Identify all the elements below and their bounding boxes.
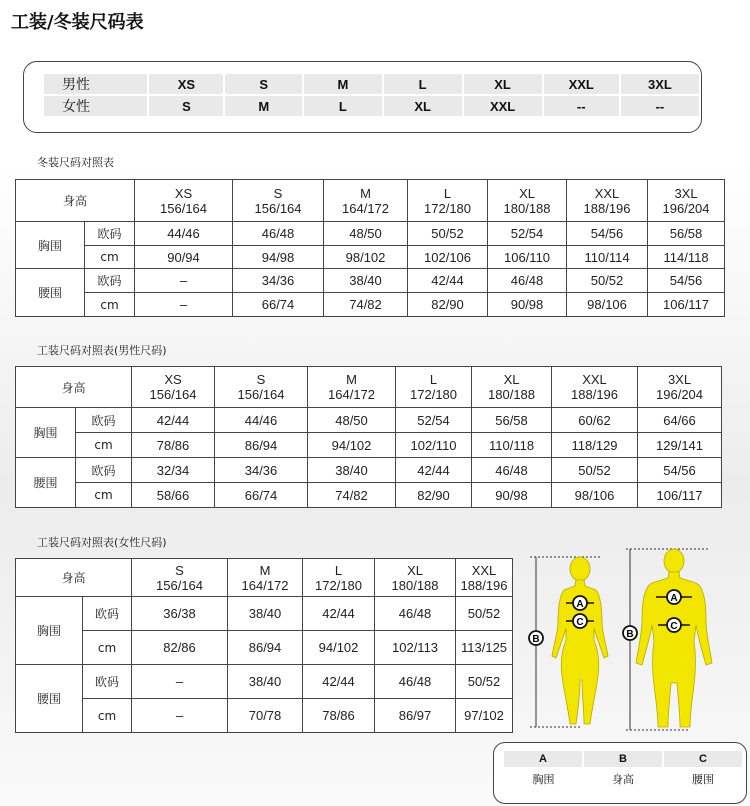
legend-key: A	[504, 751, 583, 767]
size-header: XXL 188/196	[456, 559, 513, 597]
cell: 90/98	[488, 293, 567, 317]
euro-label: 欧码	[85, 222, 135, 246]
size-header: L 172/180	[303, 559, 375, 597]
cell: 50/52	[456, 665, 513, 699]
cm-label: cm	[83, 699, 132, 733]
size-header: M 164/172	[308, 367, 396, 408]
cell: –	[132, 699, 228, 733]
cell: 52/54	[488, 222, 567, 246]
cell: 42/44	[408, 269, 488, 293]
cm-label: cm	[76, 483, 132, 508]
cell: 70/78	[228, 699, 303, 733]
marker-c-icon	[667, 618, 681, 632]
svg-text:A: A	[576, 599, 584, 610]
cell: 113/125	[456, 631, 513, 665]
legend-label: 胸围	[532, 773, 555, 786]
cell: 50/52	[408, 222, 488, 246]
cell: 46/48	[375, 597, 456, 631]
size-header: XXL 188/196	[552, 367, 638, 408]
cell: 106/110	[488, 246, 567, 269]
height-row	[16, 559, 513, 597]
cell: 114/118	[648, 246, 725, 269]
cell: 46/48	[472, 458, 552, 483]
cell: 110/118	[472, 433, 552, 458]
cell: 78/86	[303, 699, 375, 733]
cell: 38/40	[228, 597, 303, 631]
cell: 58/66	[132, 483, 215, 508]
men-size: XS	[148, 74, 224, 95]
size-header: XS 156/164	[135, 180, 233, 222]
cell: 64/66	[638, 408, 722, 433]
cell: 32/34	[132, 458, 215, 483]
cell: 34/36	[215, 458, 308, 483]
size-header: S 156/164	[233, 180, 324, 222]
svg-text:C: C	[670, 621, 678, 632]
waist-cm-row	[16, 483, 722, 508]
legend-labels-row	[504, 767, 743, 791]
cell: 54/56	[648, 269, 725, 293]
size-header: L 172/180	[396, 367, 472, 408]
work-men-table-caption: 工装尺码对照表(男性尺码)	[37, 344, 167, 357]
women-row	[44, 95, 700, 117]
cell: 94/102	[303, 631, 375, 665]
men-row	[44, 74, 700, 95]
cell: 86/97	[375, 699, 456, 733]
cell: –	[135, 293, 233, 317]
cell: 66/74	[215, 483, 308, 508]
size-header: XL 180/188	[472, 367, 552, 408]
size-header: 3XL 196/204	[638, 367, 722, 408]
gender-size-mapping	[23, 61, 702, 133]
cell: 74/82	[324, 293, 408, 317]
cell: 129/141	[638, 433, 722, 458]
legend-keys-row	[504, 751, 743, 767]
female-body-figure	[522, 552, 622, 732]
cell: 34/36	[233, 269, 324, 293]
legend-label: 腰围	[692, 773, 714, 786]
men-size: L	[383, 74, 463, 95]
size-header: S 156/164	[215, 367, 308, 408]
waist-label: 腰围	[16, 269, 85, 317]
cell: 94/98	[233, 246, 324, 269]
cell: 42/44	[132, 408, 215, 433]
male-silhouette	[636, 549, 712, 727]
size-header: M 164/172	[324, 180, 408, 222]
cell: 102/106	[408, 246, 488, 269]
cell: 82/90	[396, 483, 472, 508]
men-size: 3XL	[620, 74, 700, 95]
size-header: 3XL 196/204	[648, 180, 725, 222]
marker-c-icon	[573, 614, 587, 628]
svg-text:A: A	[670, 593, 678, 604]
euro-label: 欧码	[76, 408, 132, 433]
cell: 82/90	[408, 293, 488, 317]
euro-label: 欧码	[76, 458, 132, 483]
size-header: XS 156/164	[132, 367, 215, 408]
legend-table	[504, 751, 744, 791]
size-header: XL 180/188	[375, 559, 456, 597]
cell: 56/58	[648, 222, 725, 246]
women-size: --	[620, 95, 700, 117]
women-size: S	[148, 95, 224, 117]
waist-label: 腰围	[16, 665, 83, 733]
chest-euro-row	[16, 408, 722, 433]
cell: –	[132, 665, 228, 699]
cell: 82/86	[132, 631, 228, 665]
cell: 106/117	[648, 293, 725, 317]
cell: 52/54	[396, 408, 472, 433]
winter-size-table	[15, 179, 725, 317]
cm-label: cm	[85, 246, 135, 269]
size-header: L 172/180	[408, 180, 488, 222]
cell: 102/110	[396, 433, 472, 458]
women-label: 女性	[44, 95, 148, 117]
men-size: XL	[463, 74, 543, 95]
height-label: 身高	[16, 559, 132, 597]
cell: 44/46	[215, 408, 308, 433]
cell: 110/114	[567, 246, 648, 269]
measurement-legend	[493, 742, 747, 804]
female-silhouette	[552, 557, 608, 724]
women-size: --	[543, 95, 620, 117]
chest-label: 胸围	[16, 408, 76, 458]
winter-table-caption: 冬装尺码对照表	[37, 156, 114, 169]
cm-label: cm	[85, 293, 135, 317]
cell: 98/106	[552, 483, 638, 508]
cell: 42/44	[303, 665, 375, 699]
cell: 42/44	[303, 597, 375, 631]
work-women-size-table	[15, 558, 513, 733]
cm-label: cm	[76, 433, 132, 458]
cell: 46/48	[375, 665, 456, 699]
legend-label: 身高	[612, 773, 634, 786]
height-row	[16, 180, 725, 222]
cell: 44/46	[135, 222, 233, 246]
size-header: S 156/164	[132, 559, 228, 597]
cell: 118/129	[552, 433, 638, 458]
cell: 86/94	[215, 433, 308, 458]
euro-label: 欧码	[85, 269, 135, 293]
height-label: 身高	[16, 180, 135, 222]
size-header: XL 180/188	[488, 180, 567, 222]
women-size: XL	[383, 95, 463, 117]
men-size: XXL	[543, 74, 620, 95]
legend-key: C	[663, 751, 743, 767]
cell: 48/50	[324, 222, 408, 246]
men-label: 男性	[44, 74, 148, 95]
women-size: L	[303, 95, 383, 117]
cell: 42/44	[396, 458, 472, 483]
size-header: M 164/172	[228, 559, 303, 597]
cell: 98/102	[324, 246, 408, 269]
waist-cm-row	[16, 699, 513, 733]
chest-label: 胸围	[16, 222, 85, 269]
cell: 90/98	[472, 483, 552, 508]
cell: 36/38	[132, 597, 228, 631]
cell: 38/40	[228, 665, 303, 699]
marker-a-icon	[667, 590, 681, 604]
men-size: S	[224, 74, 303, 95]
waist-euro-row	[16, 269, 725, 293]
marker-b-icon	[529, 631, 543, 645]
waist-label: 腰围	[16, 458, 76, 508]
work-women-table-caption: 工装尺码对照表(女性尺码)	[37, 536, 167, 549]
cell: 94/102	[308, 433, 396, 458]
cm-label: cm	[83, 631, 132, 665]
cell: –	[135, 269, 233, 293]
chest-euro-row	[16, 222, 725, 246]
cell: 50/52	[456, 597, 513, 631]
cell: 60/62	[552, 408, 638, 433]
cell: 54/56	[638, 458, 722, 483]
cell: 50/52	[567, 269, 648, 293]
cell: 46/48	[488, 269, 567, 293]
cell: 74/82	[308, 483, 396, 508]
page-title: 工装/冬装尺码表	[11, 12, 144, 33]
waist-euro-row	[16, 458, 722, 483]
cell: 86/94	[228, 631, 303, 665]
cell: 48/50	[308, 408, 396, 433]
chest-cm-row	[16, 433, 722, 458]
women-size: XXL	[463, 95, 543, 117]
cell: 97/102	[456, 699, 513, 733]
cell: 78/86	[132, 433, 215, 458]
chest-cm-row	[16, 246, 725, 269]
height-row	[16, 367, 722, 408]
cell: 90/94	[135, 246, 233, 269]
cell: 102/113	[375, 631, 456, 665]
cell: 56/58	[472, 408, 552, 433]
work-men-size-table	[15, 366, 722, 508]
cell: 38/40	[324, 269, 408, 293]
height-label: 身高	[16, 367, 132, 408]
waist-euro-row	[16, 665, 513, 699]
cell: 38/40	[308, 458, 396, 483]
marker-b-icon	[623, 626, 637, 640]
euro-label: 欧码	[83, 597, 132, 631]
size-header: XXL 188/196	[567, 180, 648, 222]
chest-cm-row	[16, 631, 513, 665]
men-size: M	[303, 74, 383, 95]
cell: 106/117	[638, 483, 722, 508]
legend-key: B	[583, 751, 663, 767]
cell: 66/74	[233, 293, 324, 317]
svg-text:B: B	[532, 634, 540, 645]
cell: 98/106	[567, 293, 648, 317]
male-body-figure	[618, 545, 728, 735]
waist-cm-row	[16, 293, 725, 317]
marker-a-icon	[573, 596, 587, 610]
chest-euro-row	[16, 597, 513, 631]
chest-label: 胸围	[16, 597, 83, 665]
cell: 50/52	[552, 458, 638, 483]
women-size: M	[224, 95, 303, 117]
svg-text:B: B	[626, 629, 634, 640]
gender-size-table	[44, 74, 701, 118]
cell: 54/56	[567, 222, 648, 246]
cell: 46/48	[233, 222, 324, 246]
euro-label: 欧码	[83, 665, 132, 699]
svg-text:C: C	[576, 617, 584, 628]
